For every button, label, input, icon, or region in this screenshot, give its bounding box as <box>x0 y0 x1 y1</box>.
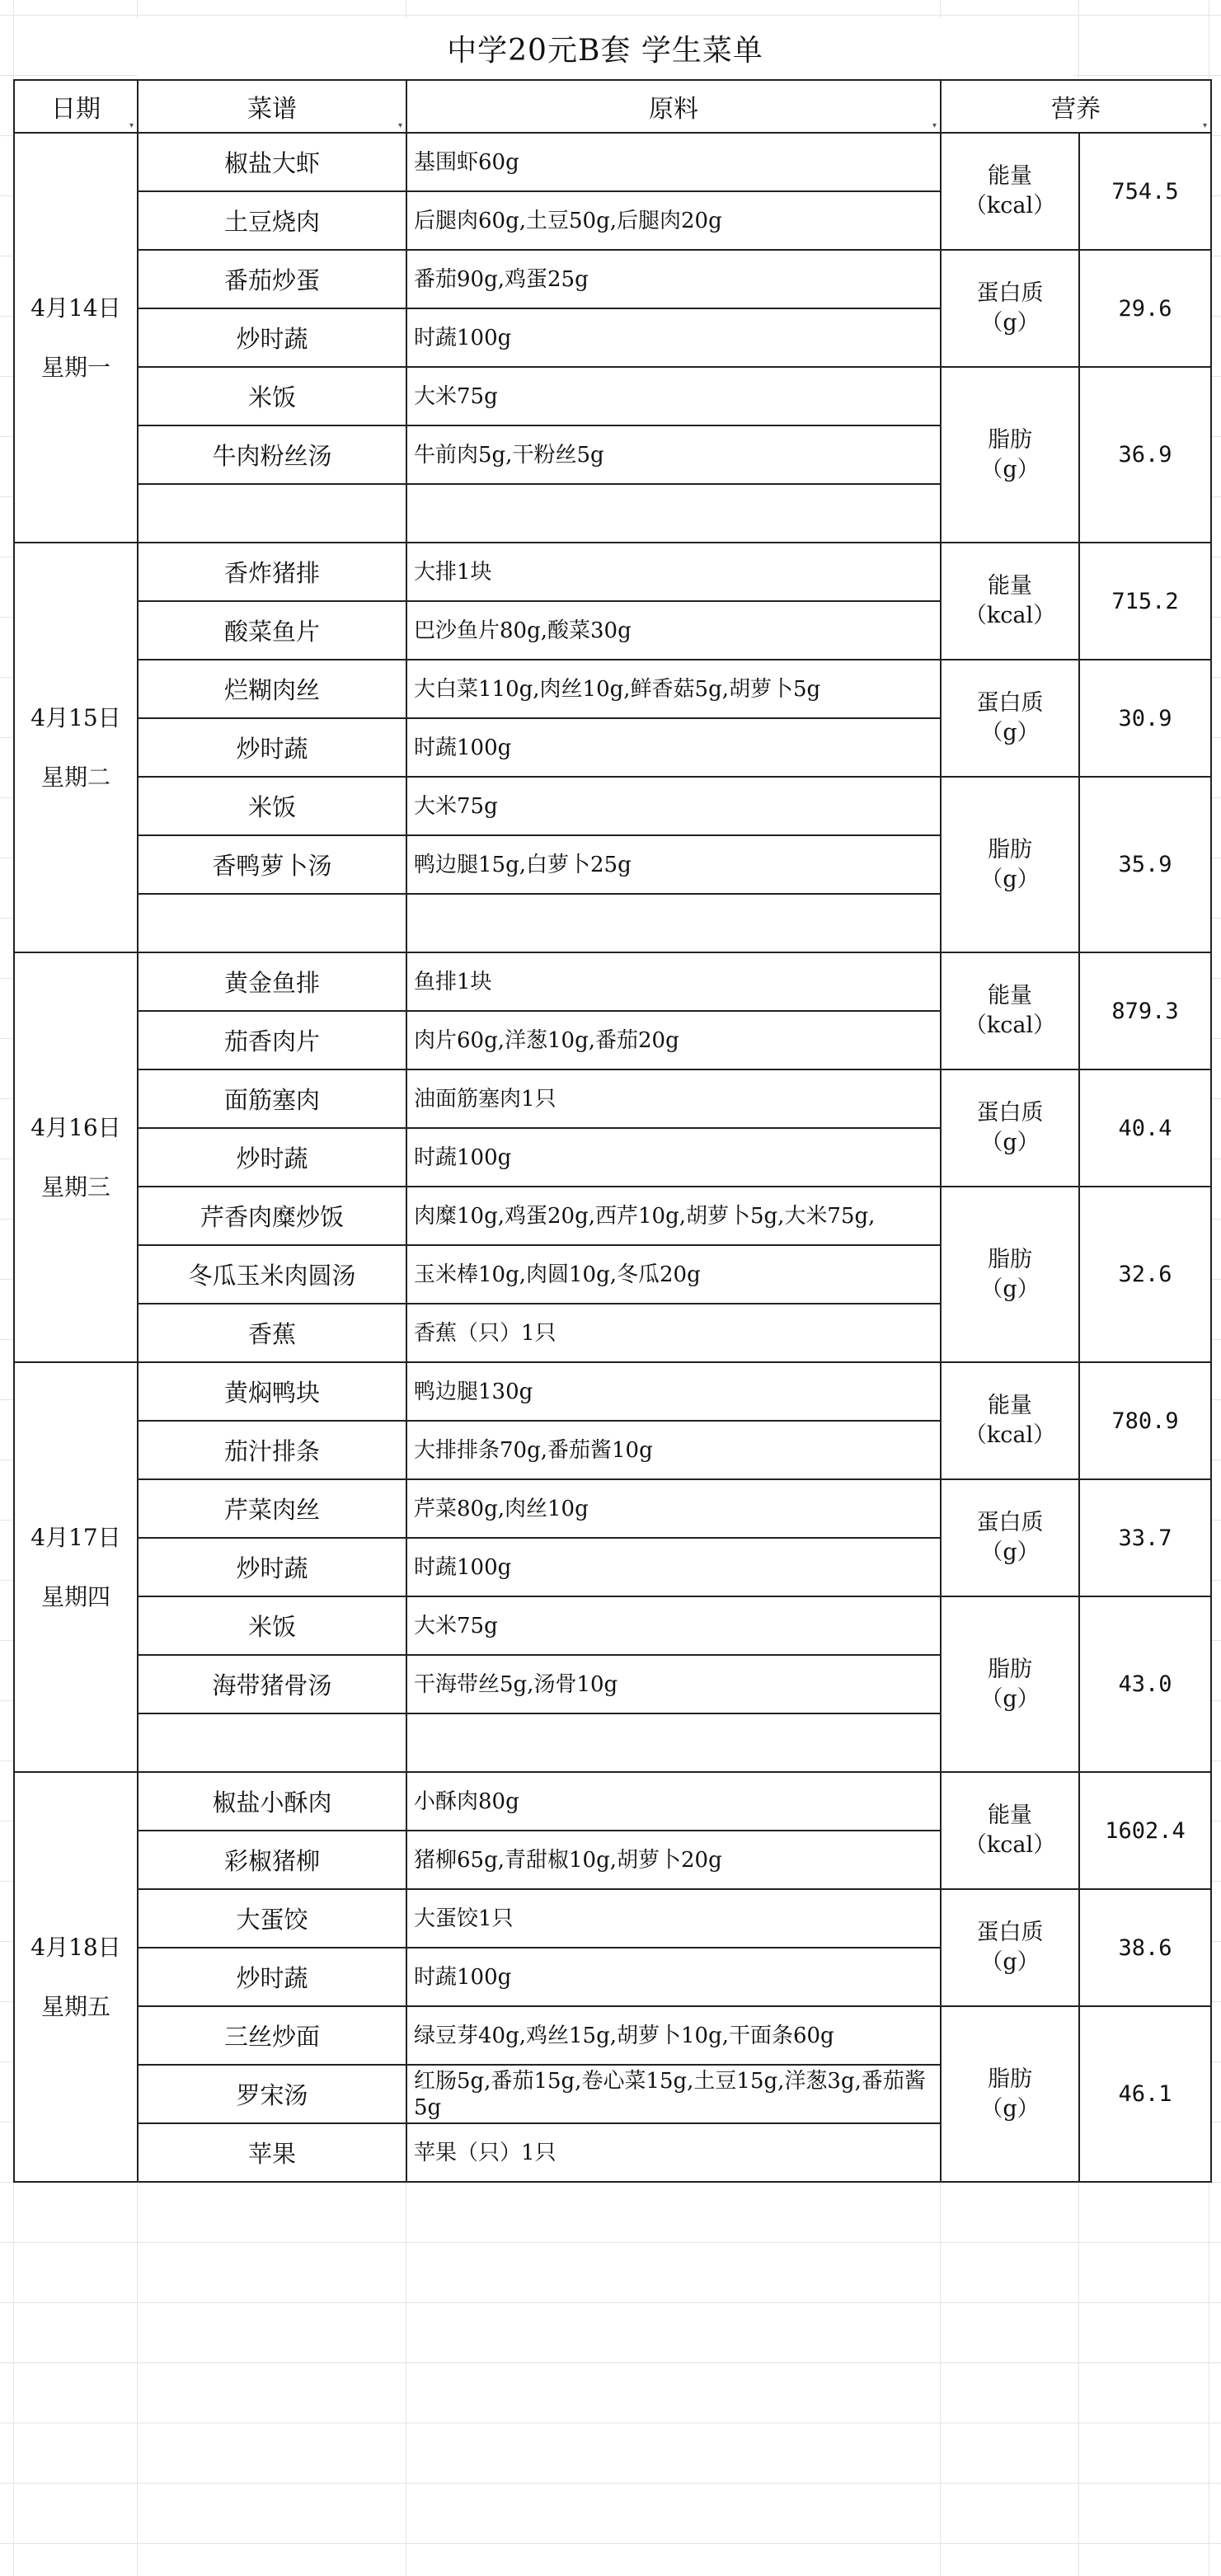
nutrition-unit-text: （g） <box>980 1949 1040 1975</box>
nutrition-value-energy: 715.2 <box>1079 543 1211 660</box>
dish-cell: 冬瓜玉米肉圆汤 <box>138 1245 406 1304</box>
nutrition-value-energy: 879.3 <box>1079 952 1211 1069</box>
ingredients-cell: 油面筋塞肉1只 <box>406 1069 941 1128</box>
dish-cell: 炒时蔬 <box>138 1538 406 1596</box>
ingredients-cell: 时蔬100g <box>406 718 941 777</box>
table-row <box>14 660 1211 718</box>
ingredients-cell: 大蛋饺1只 <box>406 1889 941 1948</box>
nutrition-label-fat <box>941 2006 1079 2182</box>
date-cell <box>14 1362 138 1772</box>
date-text: 4月18日 <box>31 1933 121 1961</box>
dish-cell: 罗宋汤 <box>138 2065 406 2123</box>
header-dish[interactable]: 菜谱 ▾ <box>138 80 406 133</box>
nutrition-unit-text: （kcal） <box>964 603 1056 628</box>
table-row <box>14 952 1211 1011</box>
dish-cell: 土豆烧肉 <box>138 191 406 250</box>
date-text: 4月17日 <box>31 1523 121 1551</box>
ingredients-cell: 干海带丝5g,汤骨10g <box>406 1655 941 1713</box>
ingredients-cell: 大米75g <box>406 1596 941 1655</box>
dish-cell: 香炸猪排 <box>138 543 406 601</box>
table-row <box>14 1889 1211 1948</box>
gridline <box>0 2302 1221 2303</box>
header-date[interactable]: 日期 ▾ <box>14 80 138 133</box>
nutrition-label-fat <box>941 367 1079 543</box>
nutrition-unit-text: （kcal） <box>964 193 1056 219</box>
nutrition-label-energy <box>941 952 1079 1069</box>
dish-cell: 牛肉粉丝汤 <box>138 425 406 484</box>
table-row <box>14 1187 1211 1245</box>
ingredients-cell: 巴沙鱼片80g,酸菜30g <box>406 601 941 660</box>
dish-cell: 彩椒猪柳 <box>138 1831 406 1889</box>
dish-cell: 茄香肉片 <box>138 1011 406 1069</box>
nutrition-label-fat <box>941 1596 1079 1772</box>
gridline <box>0 15 1221 16</box>
header-row <box>14 80 1211 133</box>
dish-cell: 烂糊肉丝 <box>138 660 406 718</box>
nutrition-label-energy <box>941 543 1079 660</box>
table-row <box>14 250 1211 308</box>
dish-cell: 椒盐大虾 <box>138 133 406 191</box>
nutrition-value-protein: 33.7 <box>1079 1479 1211 1596</box>
table-row <box>14 1479 1211 1538</box>
nutrition-value-fat: 32.6 <box>1079 1187 1211 1362</box>
table-row <box>14 133 1211 191</box>
page-title: 中学20元B套 学生菜单 <box>137 18 1073 78</box>
ingredients-cell: 番茄90g,鸡蛋25g <box>406 250 941 308</box>
dish-cell: 大蛋饺 <box>138 1889 406 1948</box>
date-text: 4月15日 <box>31 703 121 731</box>
ingredients-cell: 大白菜110g,肉丝10g,鲜香菇5g,胡萝卜5g <box>406 660 941 718</box>
ingredients-cell: 时蔬100g <box>406 308 941 367</box>
ingredients-cell: 肉糜10g,鸡蛋20g,西芹10g,胡萝卜5g,大米75g, <box>406 1187 941 1245</box>
nutrition-value-energy: 1602.4 <box>1079 1772 1211 1889</box>
nutrition-unit-text: （g） <box>980 456 1040 482</box>
ingredients-cell: 小酥肉80g <box>406 1772 941 1831</box>
table-row <box>14 1772 1211 1831</box>
ingredients-cell: 鱼排1块 <box>406 952 941 1011</box>
ingredients-cell <box>406 484 941 543</box>
menu-table <box>13 79 1212 2183</box>
weekday-text: 星期五 <box>40 1992 110 2020</box>
ingredients-cell: 大米75g <box>406 367 941 425</box>
dish-cell: 椒盐小酥肉 <box>138 1772 406 1831</box>
ingredients-cell: 芹菜80g,肉丝10g <box>406 1479 941 1538</box>
nutrition-unit-text: （kcal） <box>964 1422 1056 1448</box>
nutrition-label-energy <box>941 133 1079 250</box>
dish-cell: 香鸭萝卜汤 <box>138 835 406 894</box>
nutrition-label-text: 蛋白质 <box>976 1920 1044 1945</box>
nutrition-unit-text: （g） <box>980 866 1040 892</box>
nutrition-value-fat: 35.9 <box>1079 777 1211 952</box>
dish-cell: 炒时蔬 <box>138 1948 406 2006</box>
nutrition-label-protein <box>941 250 1079 367</box>
dish-cell <box>138 1713 406 1772</box>
dish-cell: 炒时蔬 <box>138 1128 406 1187</box>
dish-cell: 米饭 <box>138 1596 406 1655</box>
dish-cell: 茄汁排条 <box>138 1421 406 1479</box>
nutrition-value-protein: 30.9 <box>1079 660 1211 777</box>
ingredients-cell: 绿豆芽40g,鸡丝15g,胡萝卜10g,干面条60g <box>406 2006 941 2065</box>
dish-cell: 苹果 <box>138 2123 406 2182</box>
nutrition-label-text: 能量 <box>988 983 1032 1008</box>
table-row <box>14 1362 1211 1421</box>
ingredients-cell: 鸭边腿15g,白萝卜25g <box>406 835 941 894</box>
nutrition-label-text: 脂肪 <box>988 1656 1032 1682</box>
header-ingredients[interactable]: 原料 ▾ <box>406 80 941 133</box>
ingredients-cell: 时蔬100g <box>406 1128 941 1187</box>
nutrition-label-text: 能量 <box>988 1393 1032 1418</box>
dish-cell: 三丝炒面 <box>138 2006 406 2065</box>
nutrition-label-text: 蛋白质 <box>976 1510 1044 1535</box>
dish-cell: 酸菜鱼片 <box>138 601 406 660</box>
nutrition-label-text: 脂肪 <box>988 1246 1032 1272</box>
table-row <box>14 777 1211 835</box>
ingredients-cell: 大米75g <box>406 777 941 835</box>
gridline <box>0 2483 1221 2484</box>
date-text: 4月16日 <box>31 1113 121 1141</box>
header-nutrition[interactable]: 营养 ▾ <box>941 80 1211 133</box>
gridline <box>0 2543 1221 2544</box>
ingredients-cell: 时蔬100g <box>406 1948 941 2006</box>
dish-cell: 海带猪骨汤 <box>138 1655 406 1713</box>
dish-cell: 米饭 <box>138 367 406 425</box>
date-cell <box>14 543 138 952</box>
ingredients-cell <box>406 1713 941 1772</box>
nutrition-label-fat <box>941 1187 1079 1362</box>
ingredients-cell: 后腿肉60g,土豆50g,后腿肉20g <box>406 191 941 250</box>
dish-cell: 芹香肉糜炒饭 <box>138 1187 406 1245</box>
dish-cell: 黄焖鸭块 <box>138 1362 406 1421</box>
date-text: 4月14日 <box>31 294 121 322</box>
nutrition-unit-text: （g） <box>980 1276 1040 1302</box>
nutrition-value-protein: 38.6 <box>1079 1889 1211 2006</box>
table-row <box>14 1596 1211 1655</box>
ingredients-cell: 香蕉（只）1只 <box>406 1304 941 1362</box>
filter-dropdown-icon[interactable]: ▾ <box>397 121 402 130</box>
dish-cell: 米饭 <box>138 777 406 835</box>
ingredients-cell: 红肠5g,番茄15g,卷心菜15g,土豆15g,洋葱3g,番茄酱5g <box>406 2065 941 2123</box>
nutrition-label-energy <box>941 1362 1079 1479</box>
nutrition-label-text: 能量 <box>988 573 1032 599</box>
dish-cell: 番茄炒蛋 <box>138 250 406 308</box>
weekday-text: 星期三 <box>40 1173 110 1201</box>
ingredients-cell: 鸭边腿130g <box>406 1362 941 1421</box>
dish-cell: 芹菜肉丝 <box>138 1479 406 1538</box>
nutrition-label-protein <box>941 660 1079 777</box>
nutrition-value-fat: 36.9 <box>1079 367 1211 543</box>
nutrition-label-text: 蛋白质 <box>976 690 1044 716</box>
dish-cell: 炒时蔬 <box>138 308 406 367</box>
nutrition-value-protein: 40.4 <box>1079 1069 1211 1187</box>
nutrition-value-energy: 780.9 <box>1079 1362 1211 1479</box>
dish-cell: 香蕉 <box>138 1304 406 1362</box>
nutrition-unit-text: （g） <box>980 720 1040 745</box>
nutrition-label-protein <box>941 1889 1079 2006</box>
dish-cell: 黄金鱼排 <box>138 952 406 1011</box>
ingredients-cell: 时蔬100g <box>406 1538 941 1596</box>
gridline <box>0 2242 1221 2243</box>
weekday-text: 星期一 <box>40 353 110 381</box>
table-row <box>14 543 1211 601</box>
nutrition-label-text: 能量 <box>988 163 1032 189</box>
nutrition-label-text: 蛋白质 <box>976 1100 1044 1126</box>
nutrition-unit-text: （g） <box>980 1539 1040 1565</box>
nutrition-label-text: 能量 <box>988 1803 1032 1828</box>
date-cell <box>14 133 138 543</box>
nutrition-unit-text: （g） <box>980 1685 1040 1712</box>
nutrition-label-text: 脂肪 <box>988 836 1032 863</box>
table-row <box>14 367 1211 425</box>
ingredients-cell: 苹果（只）1只 <box>406 2123 941 2182</box>
nutrition-unit-text: （g） <box>980 310 1040 336</box>
filter-dropdown-icon[interactable]: ▾ <box>932 121 937 130</box>
ingredients-cell <box>406 894 941 952</box>
dish-cell <box>138 484 406 543</box>
date-cell <box>14 952 138 1362</box>
nutrition-value-fat: 46.1 <box>1079 2006 1211 2182</box>
nutrition-label-protein <box>941 1479 1079 1596</box>
filter-dropdown-icon[interactable]: ▾ <box>129 121 134 130</box>
table-row <box>14 1069 1211 1128</box>
nutrition-label-text: 蛋白质 <box>976 280 1044 306</box>
nutrition-unit-text: （kcal） <box>964 1832 1056 1858</box>
dish-cell <box>138 894 406 952</box>
gridline <box>0 2362 1221 2363</box>
nutrition-value-energy: 754.5 <box>1079 133 1211 250</box>
nutrition-value-protein: 29.6 <box>1079 250 1211 367</box>
nutrition-label-text: 脂肪 <box>988 426 1032 453</box>
nutrition-label-text: 脂肪 <box>988 2066 1032 2092</box>
nutrition-unit-text: （g） <box>980 2095 1040 2122</box>
ingredients-cell: 猪柳65g,青甜椒10g,胡萝卜20g <box>406 1831 941 1889</box>
ingredients-cell: 玉米棒10g,肉圆10g,冬瓜20g <box>406 1245 941 1304</box>
weekday-text: 星期四 <box>40 1582 110 1610</box>
nutrition-unit-text: （g） <box>980 1130 1040 1155</box>
table-row <box>14 2006 1211 2065</box>
nutrition-label-energy <box>941 1772 1079 1889</box>
weekday-text: 星期二 <box>40 763 110 791</box>
ingredients-cell: 大排1块 <box>406 543 941 601</box>
nutrition-label-fat <box>941 777 1079 952</box>
ingredients-cell: 基围虾60g <box>406 133 941 191</box>
dish-cell: 炒时蔬 <box>138 718 406 777</box>
nutrition-label-protein <box>941 1069 1079 1187</box>
date-cell <box>14 1772 138 2182</box>
filter-dropdown-icon[interactable]: ▾ <box>1202 121 1207 130</box>
ingredients-cell: 肉片60g,洋葱10g,番茄20g <box>406 1011 941 1069</box>
dish-cell: 面筋塞肉 <box>138 1069 406 1128</box>
nutrition-unit-text: （kcal） <box>964 1013 1056 1038</box>
nutrition-value-fat: 43.0 <box>1079 1596 1211 1772</box>
ingredients-cell: 大排排条70g,番茄酱10g <box>406 1421 941 1479</box>
ingredients-cell: 牛前肉5g,干粉丝5g <box>406 425 941 484</box>
